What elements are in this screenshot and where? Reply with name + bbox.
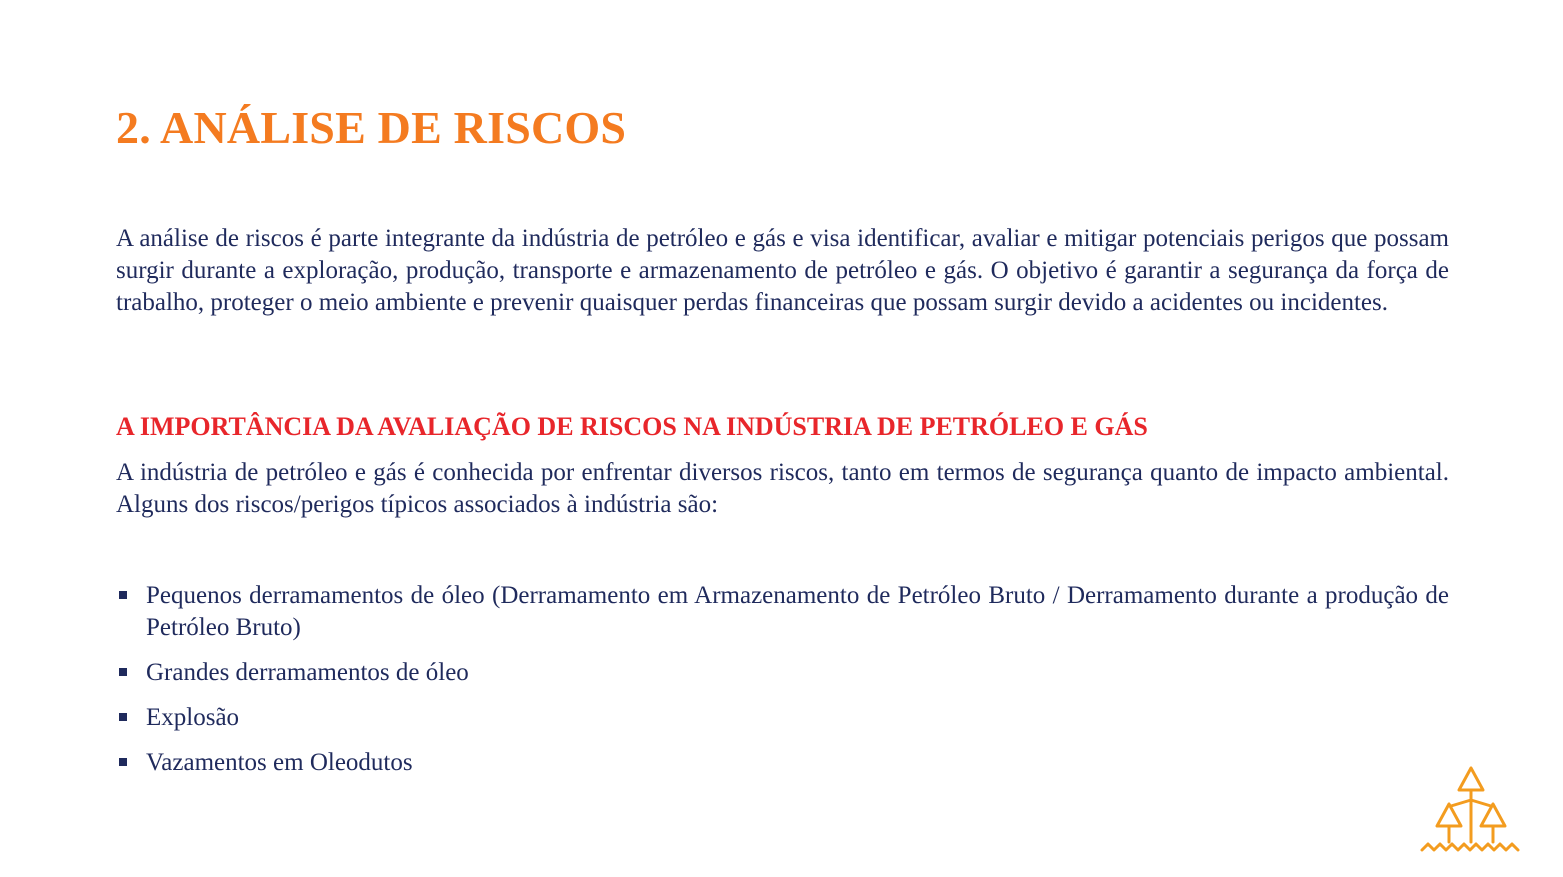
- triangle-tree-logo-icon: [1418, 762, 1524, 856]
- square-bullet-icon: [119, 713, 127, 721]
- list-item: [116, 580, 1449, 644]
- list-item-text: Pequenos derramamentos de óleo (Derramamento em Armazenamento de Petróleo Bruto / Derramamento durante a produção de Petróleo Bruto): [146, 582, 1449, 641]
- list-item-text: Grandes derramamentos de óleo: [146, 659, 469, 686]
- section-subheading: A IMPORTÂNCIA DA AVALIAÇÃO DE RISCOS NA INDÚSTRIA DE PETRÓLEO E GÁS: [116, 412, 1148, 441]
- square-bullet-icon: [119, 668, 127, 676]
- list-item-text: Explosão: [146, 704, 240, 731]
- risks-paragraph: A indústria de petróleo e gás é conhecida por enfrentar diversos riscos, tanto em termos de segurança quanto de impacto ambiental. Alguns dos riscos/perigos típicos associados à indústria são:: [116, 459, 1449, 518]
- list-item: [116, 657, 1449, 689]
- slide-title: 2. ANÁLISE DE RISCOS: [116, 102, 627, 153]
- list-item: [116, 702, 1449, 734]
- square-bullet-icon: [119, 591, 127, 599]
- list-item-text: Vazamentos em Oleodutos: [146, 749, 413, 776]
- intro-paragraph: A análise de riscos é parte integrante da indústria de petróleo e gás e visa identificar, avaliar e mitigar potenciais perigos que possam surgir durante a exploração, produção, transporte e armazenamento de petróleo e gás. O objetivo é garantir a segurança da força de trabalho, proteger o meio ambiente e prevenir quaisquer perdas financeiras que possam surgir devido a acidentes ou incidentes.: [116, 225, 1449, 316]
- risks-list: [116, 580, 1449, 792]
- list-item: [116, 747, 1449, 779]
- square-bullet-icon: [119, 758, 127, 766]
